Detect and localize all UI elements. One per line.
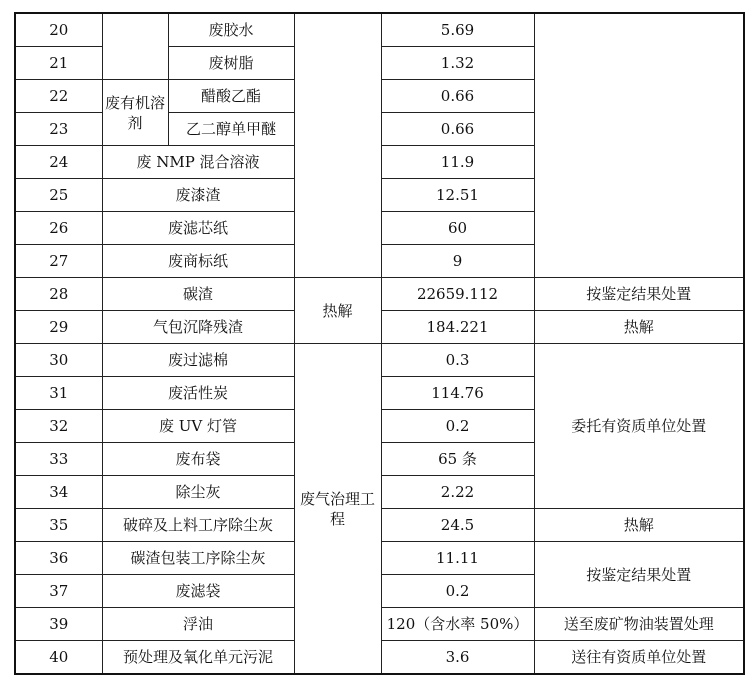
row-number: 32 [15,410,102,443]
waste-name: 破碎及上料工序除尘灰 [102,509,294,542]
waste-name: 气包沉降残渣 [102,311,294,344]
waste-amount: 22659.112 [381,278,534,311]
hazardous-waste-table [14,12,745,675]
waste-name: 预处理及氧化单元污泥 [102,641,294,675]
waste-name: 废过滤棉 [102,344,294,377]
waste-amount: 24.5 [381,509,534,542]
row-number: 29 [15,311,102,344]
waste-name: 废胶水 [168,13,294,47]
waste-name: 浮油 [102,608,294,641]
row-number: 27 [15,245,102,278]
empty-cell [534,13,744,278]
waste-name: 废漆渣 [102,179,294,212]
source-gas-treatment: 废气治理工程 [294,344,381,675]
disposal-method: 按鉴定结果处置 [534,542,744,608]
table-row [15,344,744,377]
row-number: 28 [15,278,102,311]
waste-amount: 11.9 [381,146,534,179]
disposal-method: 送至废矿物油装置处理 [534,608,744,641]
waste-amount: 1.32 [381,47,534,80]
waste-amount: 0.66 [381,113,534,146]
row-number: 31 [15,377,102,410]
waste-name: 乙二醇单甲醚 [168,113,294,146]
disposal-method: 热解 [534,509,744,542]
empty-cell [294,13,381,278]
source-pyrolysis: 热解 [294,278,381,344]
waste-amount: 60 [381,212,534,245]
waste-amount: 9 [381,245,534,278]
waste-amount: 12.51 [381,179,534,212]
waste-amount: 0.3 [381,344,534,377]
waste-amount: 0.66 [381,80,534,113]
row-number: 30 [15,344,102,377]
waste-amount: 3.6 [381,641,534,675]
empty-cell [102,13,168,80]
waste-amount: 114.76 [381,377,534,410]
waste-amount: 120（含水率 50%） [381,608,534,641]
disposal-method: 按鉴定结果处置 [534,278,744,311]
waste-amount: 11.11 [381,542,534,575]
disposal-method: 送往有资质单位处置 [534,641,744,675]
row-number: 23 [15,113,102,146]
waste-name: 废 NMP 混合溶液 [102,146,294,179]
waste-name: 废树脂 [168,47,294,80]
waste-name: 除尘灰 [102,476,294,509]
waste-name: 醋酸乙酯 [168,80,294,113]
waste-name: 废商标纸 [102,245,294,278]
waste-name: 废 UV 灯管 [102,410,294,443]
row-number: 37 [15,575,102,608]
disposal-method: 热解 [534,311,744,344]
disposal-method: 委托有资质单位处置 [534,344,744,509]
row-number: 26 [15,212,102,245]
table-row [15,13,744,47]
waste-name: 废活性炭 [102,377,294,410]
group-organic-solvent: 废有机溶剂 [102,80,168,146]
row-number: 40 [15,641,102,675]
waste-name: 废布袋 [102,443,294,476]
row-number: 20 [15,13,102,47]
row-number: 22 [15,80,102,113]
waste-name: 碳渣包装工序除尘灰 [102,542,294,575]
row-number: 39 [15,608,102,641]
waste-amount: 0.2 [381,575,534,608]
row-number: 36 [15,542,102,575]
waste-name: 碳渣 [102,278,294,311]
row-number: 25 [15,179,102,212]
waste-amount: 65 条 [381,443,534,476]
waste-amount: 5.69 [381,13,534,47]
row-number: 35 [15,509,102,542]
waste-name: 废滤袋 [102,575,294,608]
row-number: 24 [15,146,102,179]
waste-amount: 184.221 [381,311,534,344]
waste-amount: 2.22 [381,476,534,509]
table-row [15,278,744,311]
row-number: 21 [15,47,102,80]
waste-amount: 0.2 [381,410,534,443]
row-number: 34 [15,476,102,509]
waste-name: 废滤芯纸 [102,212,294,245]
row-number: 33 [15,443,102,476]
